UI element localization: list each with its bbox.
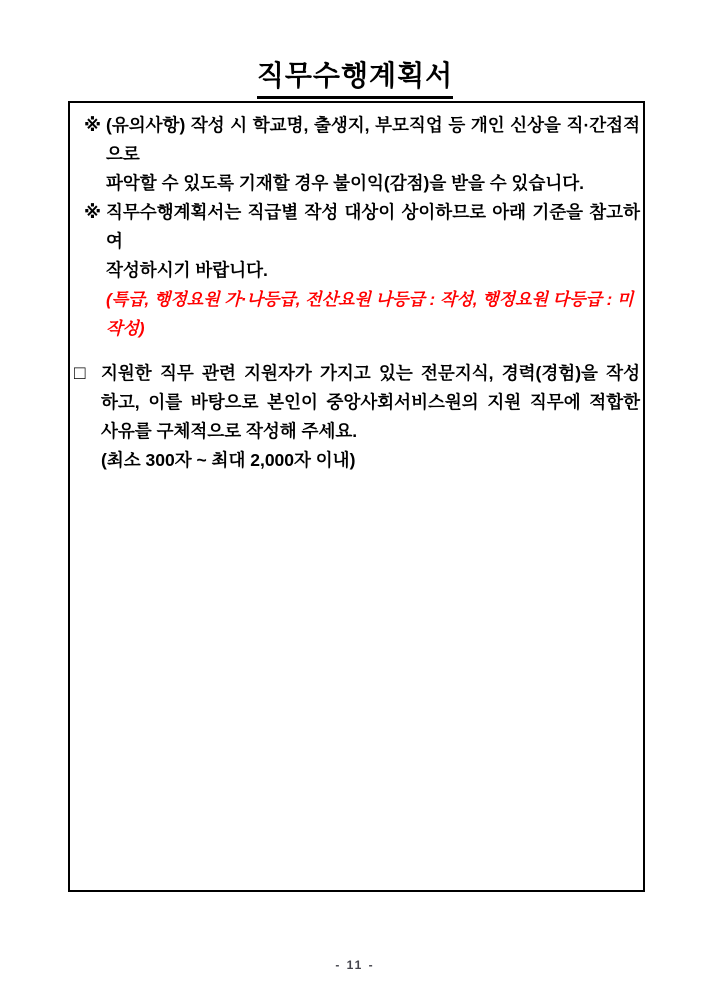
spacer [74, 343, 640, 359]
grade-criteria-note: (특급, 행정요원 가·나등급, 전산요원 나등급 : 작성, 행정요원 다등급 : 미작성) [106, 290, 634, 338]
question-line-2: 하고, 이를 바탕으로 본인이 중앙사회서비스원의 지원 직무에 적합한 [101, 392, 640, 412]
checkbox-icon: □ [74, 363, 86, 384]
question-paragraph-text [101, 359, 640, 475]
notice-2-line-2: 작성하시기 바랍니다. [106, 260, 268, 280]
content-box [68, 101, 645, 892]
question-line-1: 지원한 직무 관련 지원자가 가지고 있는 전문지식, 경력(경험)을 작성 [101, 363, 640, 383]
page-title-text: 직무수행계획서 [257, 54, 453, 99]
notice-paragraph-2 [84, 198, 640, 285]
question-paragraph [74, 359, 640, 475]
page-number: - 11 - [335, 958, 375, 972]
notice-1-line-2: 파악할 수 있도록 기재할 경우 불이익(감점)을 받을 수 있습니다. [106, 173, 585, 193]
notice-paragraph-2-text [106, 198, 640, 285]
question-line-3: 사유를 구체적으로 작성해 주세요. [101, 421, 358, 441]
notice-2-line-1: 직무수행계획서는 직급별 작성 대상이 상이하므로 아래 기준을 참고하여 [106, 202, 640, 251]
notice-paragraph-1 [84, 111, 640, 198]
reference-mark-icon: ※ [84, 202, 102, 222]
question-char-limit: (최소 300자 ~ 최대 2,000자 이내) [101, 450, 356, 470]
page-title [0, 54, 710, 99]
notice-paragraph-1-text [106, 111, 640, 198]
notice-1-line-1: (유의사항) 작성 시 학교명, 출생지, 부모직업 등 개인 신상을 직·간접적으로 [106, 115, 640, 164]
reference-mark-icon: ※ [84, 115, 102, 135]
